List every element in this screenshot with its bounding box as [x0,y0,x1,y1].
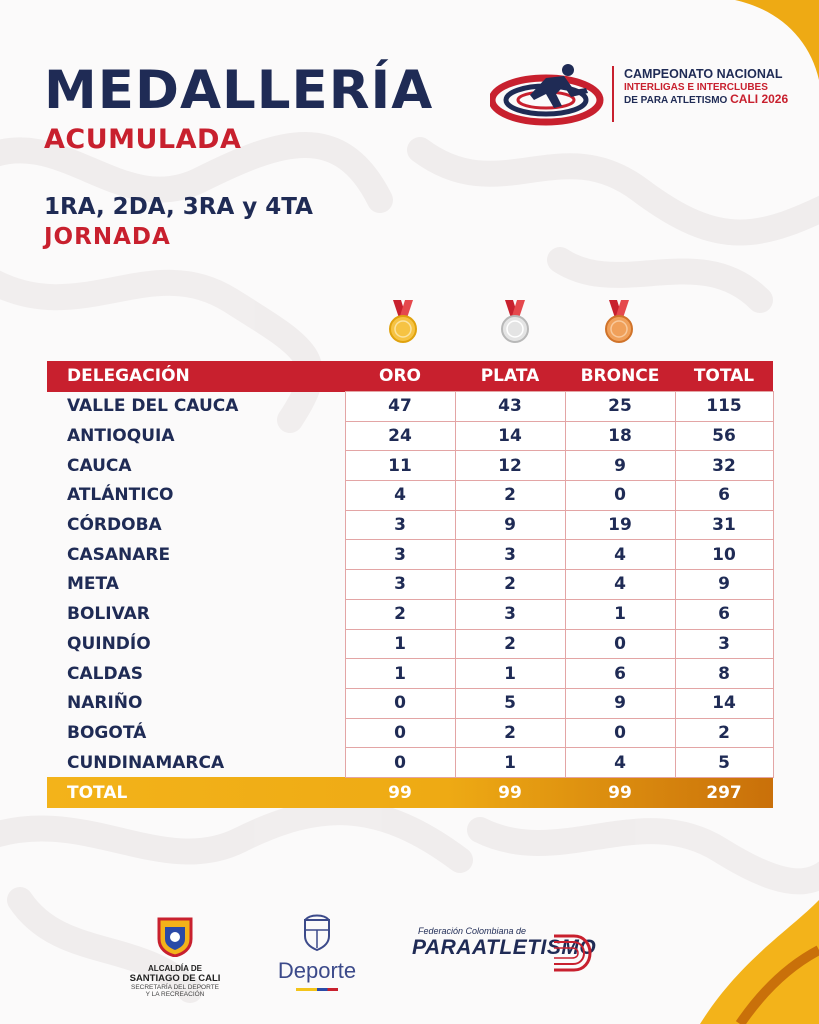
silver-count: 14 [455,421,565,451]
header-silver: PLATA [455,361,565,392]
silver-count: 1 [455,748,565,778]
table-row [47,599,773,629]
delegation-name: NARIÑO [67,693,143,714]
gold-count: 1 [345,629,455,659]
total-count: 9 [675,570,773,600]
table-row [47,718,773,748]
table-total-row [47,777,773,808]
total-gold: 99 [388,782,412,803]
event-divider [612,66,614,122]
silver-count: 2 [455,718,565,748]
bronze-count: 9 [565,451,675,481]
bronze-count: 19 [565,510,675,540]
header-delegation: DELEGACIÓN [47,361,345,392]
round-label-accent: JORNADA [44,224,171,250]
silver-count: 43 [455,392,565,422]
silver-count: 9 [455,510,565,540]
gold-count: 2 [345,599,455,629]
gold-count: 11 [345,451,455,481]
delegation-name: BOLIVAR [67,604,150,625]
bronze-count: 18 [565,421,675,451]
gold-count: 0 [345,718,455,748]
header-bronze: BRONCE [565,361,675,392]
total-count: 56 [675,421,773,451]
silver-medal-icon [499,300,531,344]
deporte-sponsor-logo [262,912,372,1002]
bronze-count: 0 [565,718,675,748]
table-row [47,629,773,659]
delegation-name: CÓRDOBA [67,515,162,536]
event-line-3-text: DE PARA ATLETISMO [624,94,728,106]
table-row [47,540,773,570]
coat-of-arms-icon [300,912,334,952]
federation-sponsor-logo [412,926,597,986]
cali-line-3: SECRETARÍA DEL DEPORTE [130,984,219,991]
gold-medal-icon [387,300,419,344]
total-label: TOTAL [67,782,128,803]
bronze-count: 4 [565,540,675,570]
gold-count: 3 [345,540,455,570]
gold-count: 47 [345,392,455,422]
delegation-name: CUNDINAMARCA [67,752,225,773]
table-header-row [47,361,773,392]
bronze-count: 0 [565,481,675,511]
bronze-count: 0 [565,629,675,659]
delegation-name: BOGOTÁ [67,722,147,743]
total-count: 8 [675,659,773,689]
total-count: 6 [675,599,773,629]
cali-sponsor-logo [115,915,235,1005]
federation-name: PARAATLETISMO [412,936,597,959]
table-row [47,510,773,540]
gold-count: 3 [345,570,455,600]
cali-line-2: SANTIAGO DE CALI [129,973,221,984]
total-count: 31 [675,510,773,540]
total-silver: 99 [498,782,522,803]
delegation-name: ANTIOQUIA [67,426,175,447]
silver-count: 3 [455,540,565,570]
round-label: 1RA, 2DA, 3RA y 4TA [44,194,313,220]
delegation-name: CALDAS [67,663,143,684]
gold-count: 4 [345,481,455,511]
federation-label: Federación Colombiana de [418,926,527,936]
silver-count: 2 [455,481,565,511]
total-count: 32 [675,451,773,481]
total-count: 6 [675,481,773,511]
table-row [47,659,773,689]
flag-bar [296,988,338,991]
bronze-count: 4 [565,748,675,778]
gold-count: 0 [345,688,455,718]
delegation-name: CAUCA [67,455,132,476]
table-row [47,748,773,778]
bronze-count: 1 [565,599,675,629]
table-row [47,481,773,511]
total-count: 2 [675,718,773,748]
header-total: TOTAL [675,361,773,392]
bronze-count: 6 [565,659,675,689]
page-subtitle: ACUMULADA [44,124,242,155]
medal-table [47,361,774,808]
bronze-count: 9 [565,688,675,718]
gold-count: 0 [345,748,455,778]
delegation-name: ATLÁNTICO [67,485,174,506]
gold-count: 3 [345,510,455,540]
grand-total: 297 [706,782,742,803]
cali-line-1: ALCALDÍA DE [148,964,202,973]
track-lanes-icon [550,930,594,976]
cali-shield-icon [155,915,195,957]
table-row [47,451,773,481]
silver-count: 2 [455,570,565,600]
event-line-3-accent: CALI 2026 [730,91,789,106]
event-title [624,68,788,106]
delegation-name: QUINDÍO [67,633,151,654]
table-row [47,570,773,600]
gold-count: 24 [345,421,455,451]
total-count: 10 [675,540,773,570]
table-row [47,392,773,422]
delegation-name: CASANARE [67,544,171,565]
total-count: 115 [675,392,773,422]
total-count: 3 [675,629,773,659]
silver-count: 3 [455,599,565,629]
delegation-name: VALLE DEL CAUCA [67,396,239,417]
bronze-medal-icon [603,300,635,344]
bronze-count: 4 [565,570,675,600]
page-title: MEDALLERÍA [44,60,434,121]
bronze-count: 25 [565,392,675,422]
gold-count: 1 [345,659,455,689]
delegation-name: META [67,574,119,595]
table-row [47,688,773,718]
event-line-3 [624,93,788,106]
cali-line-4: Y LA RECREACIÓN [145,991,205,998]
deporte-label: Deporte [277,958,357,983]
silver-count: 12 [455,451,565,481]
table-row [47,421,773,451]
silver-count: 1 [455,659,565,689]
total-count: 5 [675,748,773,778]
header-gold: ORO [345,361,455,392]
event-line-1: CAMPEONATO NACIONAL [624,67,783,81]
event-line-2: INTERLIGAS E INTERCLUBES [624,81,768,93]
total-bronze: 99 [608,782,632,803]
total-count: 14 [675,688,773,718]
silver-count: 2 [455,629,565,659]
silver-count: 5 [455,688,565,718]
